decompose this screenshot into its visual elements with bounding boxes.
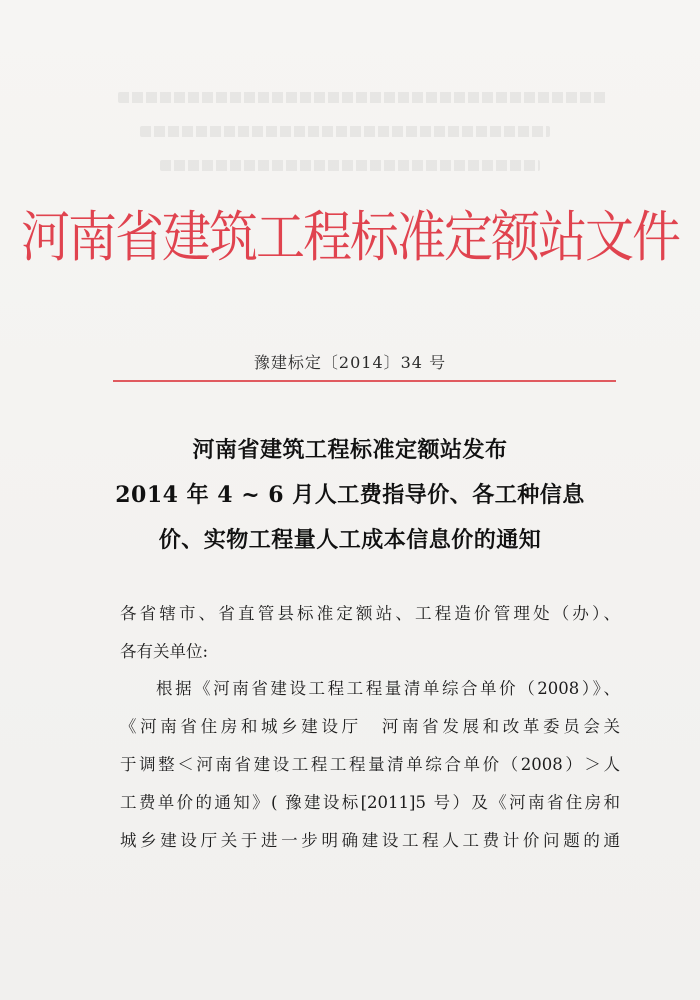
body-line: 工费单价的通知》( 豫建设标[2011]5 号）及《河南省住房和 bbox=[120, 793, 620, 812]
notice-title-line: 2014 年 4 ~ 6 月人工费指导价、各工种信息 bbox=[115, 482, 585, 508]
bleed-through-mark bbox=[118, 92, 608, 103]
bleed-through-mark bbox=[160, 160, 540, 171]
agency-header-title: 河南省建筑工程标准定额站文件 bbox=[20, 205, 679, 270]
notice-title-line: 价、实物工程量人工成本信息价的通知 bbox=[158, 527, 542, 553]
addressee-block bbox=[120, 595, 620, 671]
body-line: 根据《河南省建设工程工程量清单综合单价（2008）》、 bbox=[156, 679, 620, 698]
body-paragraph bbox=[120, 670, 620, 860]
notice-title-line: 河南省建筑工程标准定额站发布 bbox=[192, 437, 508, 463]
body-line: 于调整＜河南省建设工程工程量清单综合单价（2008）＞人 bbox=[120, 755, 620, 774]
body-line: 城乡建设厅关于进一步明确建设工程人工费计价问题的通 bbox=[120, 831, 620, 850]
notice-title bbox=[0, 428, 700, 563]
addressee-line: 各有关单位: bbox=[120, 642, 209, 661]
body-line: 《河南省住房和城乡建设厅 河南省发展和改革委员会关 bbox=[120, 717, 620, 736]
document-number: 豫建标定〔2014〕34 号 bbox=[253, 353, 447, 372]
bleed-through-mark bbox=[140, 126, 550, 137]
addressee-line: 各省辖市、省直管县标准定额站、工程造价管理处（办）、 bbox=[120, 604, 620, 623]
header-divider bbox=[113, 380, 616, 382]
